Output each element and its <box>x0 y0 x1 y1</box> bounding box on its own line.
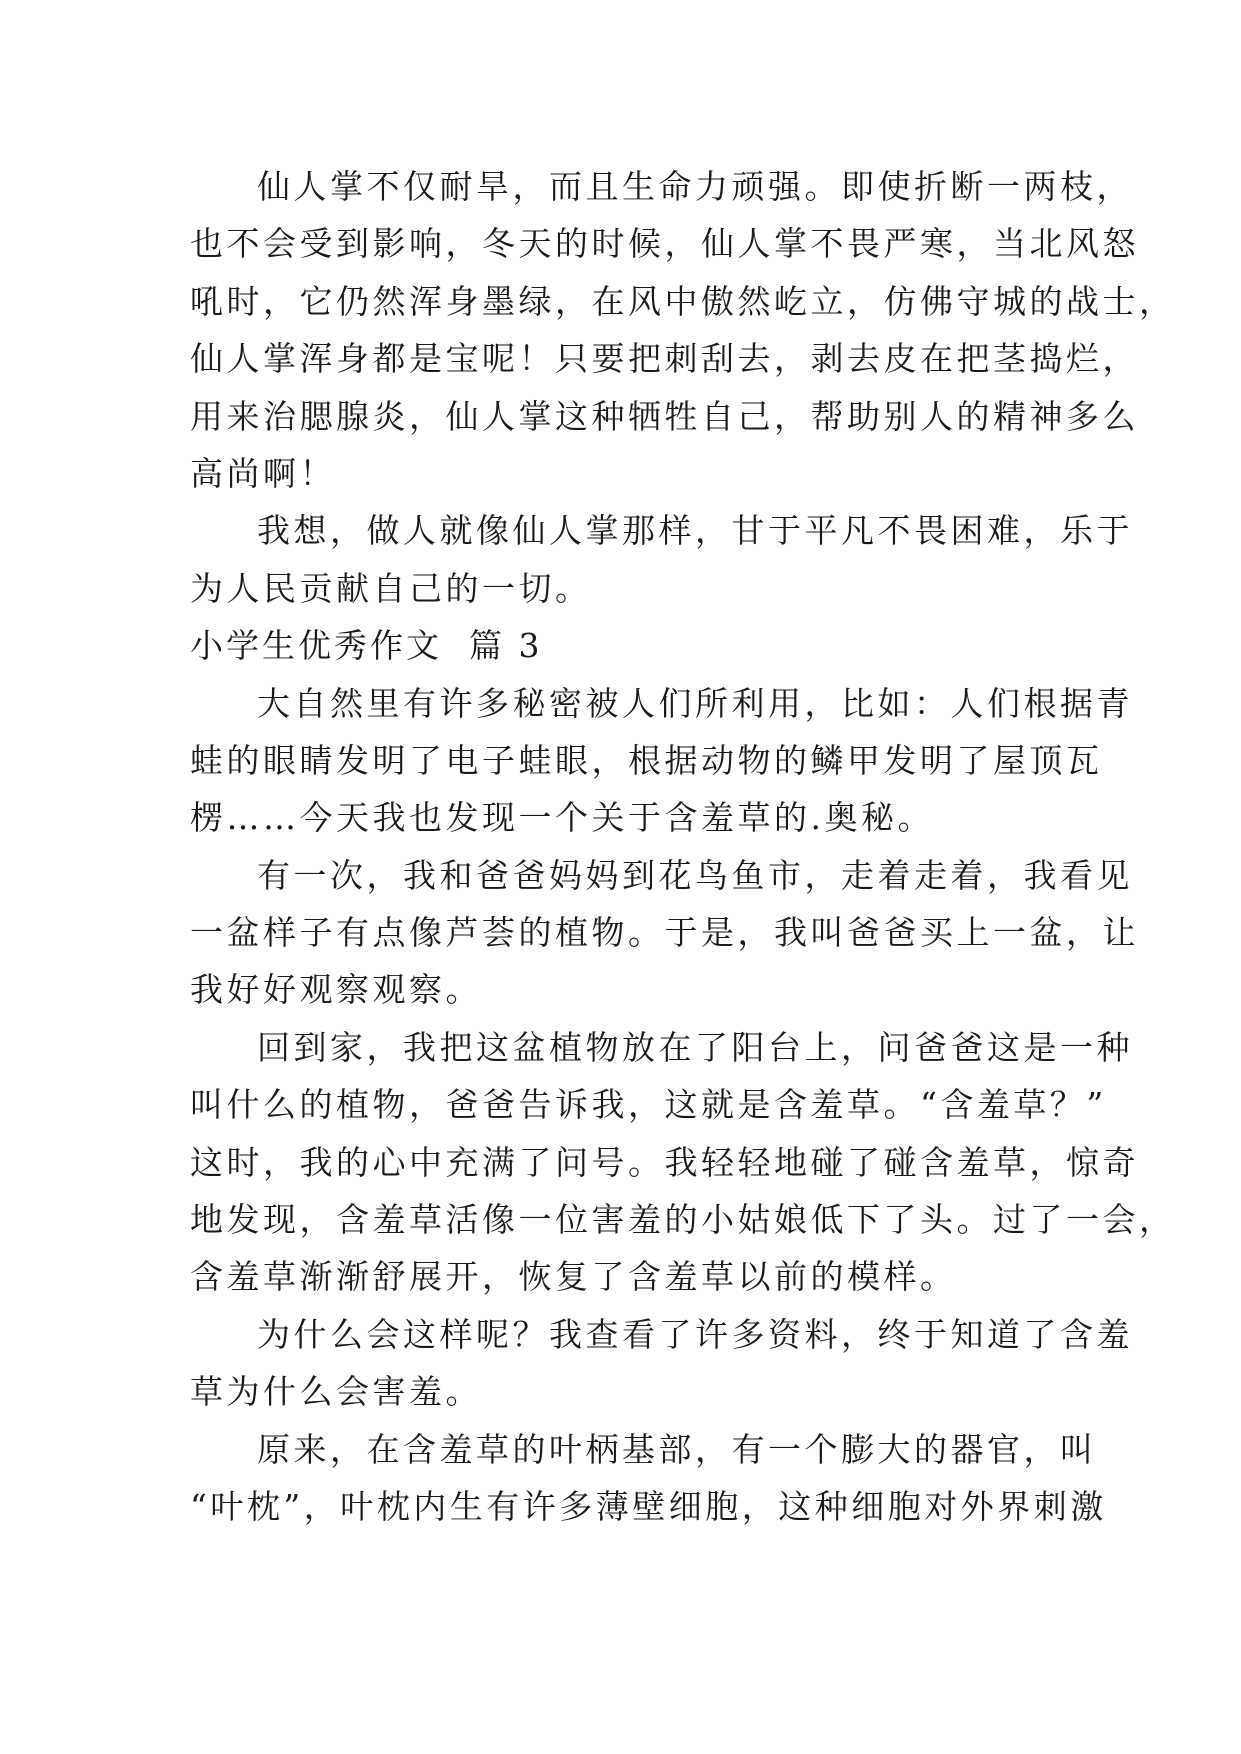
text-line: 大自然里有许多秘密被人们所利用，比如：人们根据青 <box>257 683 1133 723</box>
text-line: 吼时，它仍然浑身墨绿，在风中傲然屹立，仿佛守城的战士， <box>190 281 1176 321</box>
text-line: 仙人掌不仅耐旱，而且生命力顽强。即使折断一两枝， <box>257 167 1133 206</box>
text-line: 我想，做人就像仙人掌那样，甘于平凡不畏困难，乐于 <box>257 511 1133 551</box>
text-line: 叫什么的植物，爸爸告诉我，这就是含羞草。“含羞草？” <box>190 1085 1107 1125</box>
text-line: 含羞草渐渐舒展开，恢复了含羞草以前的模样。 <box>190 1257 957 1297</box>
text-line: 蛙的眼睛发明了电子蛙眼，根据动物的鳞甲发明了屋顶瓦 <box>190 740 1103 780</box>
text-line: 用来治腮腺炎，仙人掌这种牺牲自己，帮助别人的精神多么 <box>190 396 1139 436</box>
text-line: 有一次，我和爸爸妈妈到花鸟鱼市，走着走着，我看见 <box>257 855 1133 895</box>
text-line: 草为什么会害羞。 <box>190 1372 482 1412</box>
text-line: 仙人掌浑身都是宝呢！只要把刺刮去，剥去皮在把茎捣烂， <box>190 339 1139 379</box>
text-line: 一盆样子有点像芦荟的植物。于是，我叫爸爸买上一盆，让 <box>190 913 1139 953</box>
text-line: 地发现，含羞草活像一位害羞的小姑娘低下了头。过了一会， <box>190 1200 1176 1240</box>
text-line: “叶枕”，叶枕内生有许多薄壁细胞，这种细胞对外界刺激 <box>190 1486 1107 1526</box>
text-line: 为什么会这样呢？我查看了许多资料，终于知道了含羞 <box>257 1314 1133 1354</box>
text-line: 楞……今天我也发现一个关于含羞草的.奥秘。 <box>190 798 934 838</box>
essay-text <box>190 158 1176 1535</box>
section-heading: 小学生优秀作文 篇 3 <box>190 626 543 666</box>
text-line: 为人民贡献自己的一切。 <box>190 568 592 608</box>
text-line: 原来，在含羞草的叶柄基部，有一个膨大的器官，叫 <box>257 1429 1097 1469</box>
text-line: 回到家，我把这盆植物放在了阳台上，问爸爸这是一种 <box>257 1027 1133 1067</box>
text-line: 高尚啊！ <box>190 453 336 493</box>
text-line: 我好好观察观察。 <box>190 970 482 1010</box>
text-line: 这时，我的心中充满了问号。我轻轻地碰了碰含羞草，惊奇 <box>190 1142 1139 1182</box>
text-line: 也不会受到影响，冬天的时候，仙人掌不畏严寒，当北风怒 <box>190 224 1139 264</box>
